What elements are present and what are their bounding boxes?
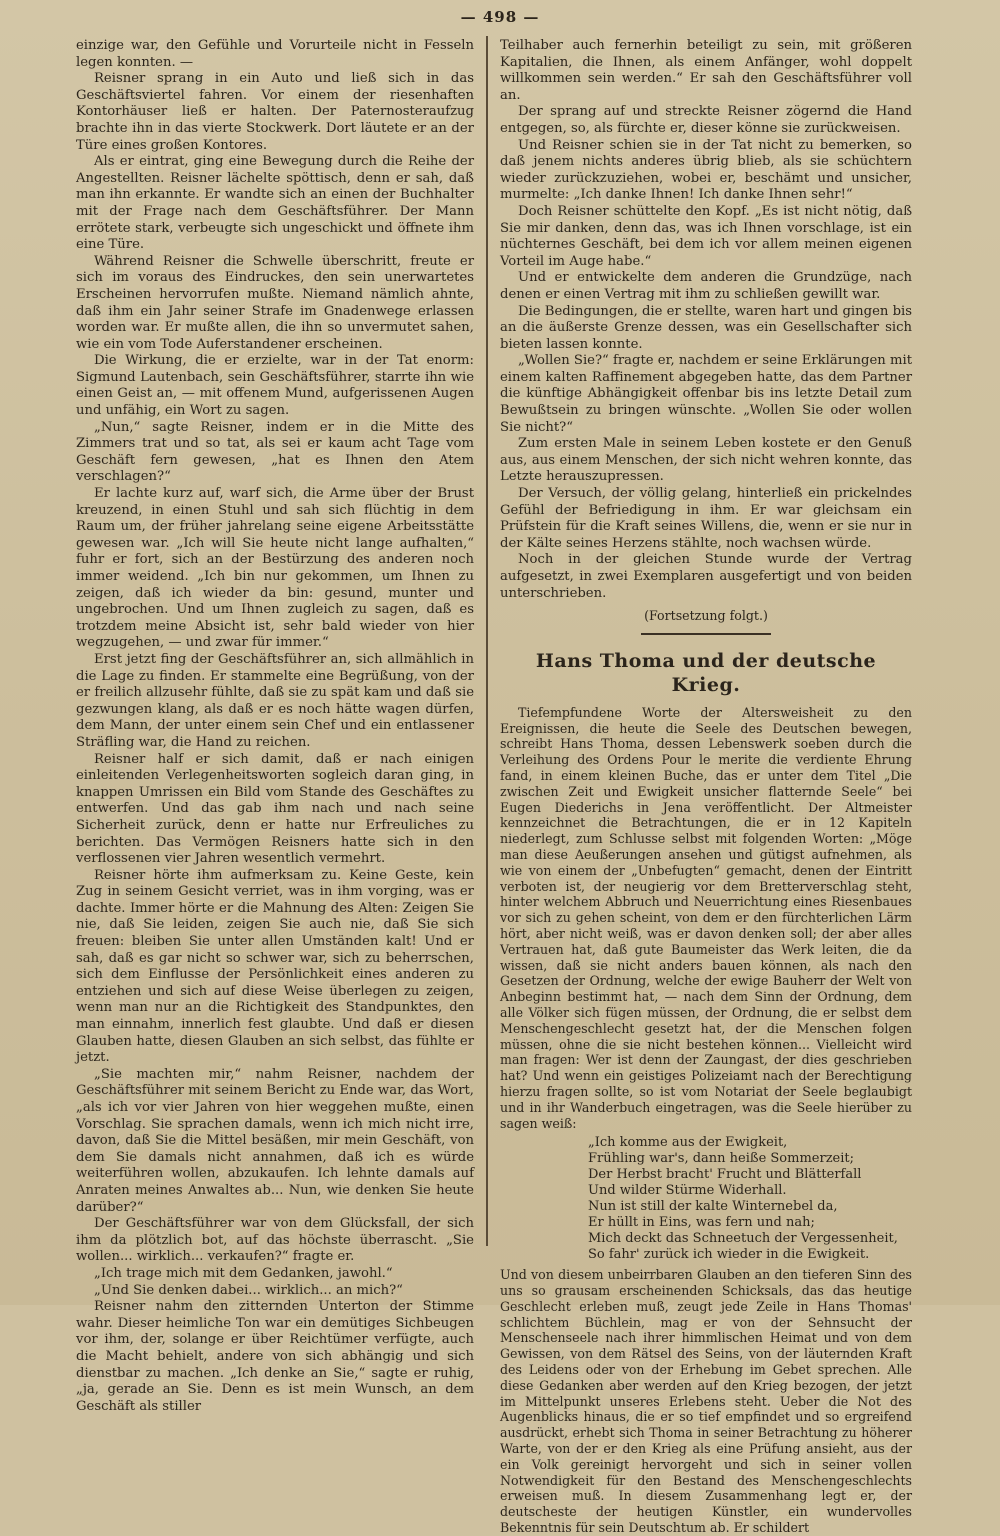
paragraph: Er lachte kurz auf, warf sich, die Arme über der Brust kreuzend, in einen Stuhl und sah sich flüchtig in dem Raum um, der früher jahrelang seine eigene Arbeitsstätte gewesen war. „Ich will Sie heute nicht lange aufhalten,“ fuhr er fort, sich an der Bestürzung des anderen noch immer weidend. „Ich bin nur gekommen, um Ihnen zu zeigen, daß ich wieder da bin: gesund, munter und ungebrochen. Und um Ihnen zugleich zu sagen, daß es trotzdem meine Absicht ist, sehr bald wieder von hier wegzugehen, — und zwar für immer.“ bbox=[76, 486, 474, 651]
paragraph: Erst jetzt fing der Geschäftsführer an, sich allmählich in die Lage zu finden. Er stammelte eine Begrüßung, von der er freilich allzusehr fühlte, daß sie zu spät kam und daß sie gezwungen klang, als daß er es noch hätte wagen dürfen, dem Mann, der unter einem sein Chef und ein entlassener Sträfling war, die Hand zu reichen. bbox=[76, 651, 474, 750]
paragraph: Noch in der gleichen Stunde wurde der Vertrag aufgesetzt, in zwei Exemplaren ausgefertigt und von beiden unterschrieben. bbox=[500, 552, 912, 601]
poem-line: „Ich komme aus der Ewigkeit, bbox=[588, 1135, 788, 1151]
article-title: Hans Thoma und der deutsche Krieg. bbox=[535, 649, 877, 696]
poem-line: Nun ist still der kalte Winternebel da, bbox=[588, 1199, 838, 1215]
poem-line: Er hüllt in Eins, was fern und nah; bbox=[588, 1215, 815, 1231]
column-divider bbox=[486, 36, 488, 1246]
paragraph: Der Geschäftsführer war von dem Glücksfall, der sich ihm da plötzlich bot, auf das höchste überrascht. „Sie wollen... wirklich... verkaufen?“ fragte er. bbox=[76, 1216, 474, 1265]
paragraph: Die Bedingungen, die er stellte, waren hart und gingen bis an die äußerste Grenze dessen, was ein Gesellschafter sich bieten lassen konnte. bbox=[500, 303, 912, 352]
paragraph: „Sie machten mir,“ nahm Reisner, nachdem der Geschäftsführer mit seinem Bericht zu Ende war, das Wort, „als ich vor vier Jahren von hier weggehen mußte, einen Vorschlag. Sie sprachen damals, wenn ich mich nicht irre, davon, daß Sie die Mittel besäßen, mir mein Geschäft, von dem Sie damals nicht annahmen, daß ich es würde weiterführen wollen, abzukaufen. Ich lehnte damals auf Anraten meines Anwaltes ab... Nun, wie denken Sie heute darüber?“ bbox=[76, 1066, 474, 1215]
poem bbox=[588, 1135, 912, 1263]
paragraph: „Ich trage mich mit dem Gedanken, jawohl.“ bbox=[94, 1265, 393, 1281]
poem-line: So fahr' zurück ich wieder in die Ewigkeit. bbox=[588, 1247, 870, 1263]
left-column bbox=[76, 38, 474, 1414]
paragraph: Und er entwickelte dem anderen die Grundzüge, nach denen er einen Vertrag mit ihm zu schließen gewillt war. bbox=[500, 270, 912, 302]
paragraph: Reisner half er sich damit, daß er nach einigen einleitenden Verlegenheitsworten sogleich daran ging, in knappen Umrissen ein Bild vom Stande des Geschäftes zu entwerfen. Und das gab ihm nach und nach seine Sicherheit zurück, denn er hatte nur Erfreuliches zu berichten. Das Vermögen Reisners hatte sich in den verflossenen vier Jahren wesentlich vermehrt. bbox=[76, 751, 474, 867]
section-divider bbox=[641, 633, 771, 635]
paragraph: Tiefempfundene Worte der Altersweisheit zu den Ereignissen, die heute die Seele des Deutschen bewegen, schreibt Hans Thoma, dessen Lebenswerk soeben durch die Verleihung des Ordens Pour le merite die verdiente Ehrung fand, in einem kleinen Buche, das er unter dem Titel „Die zwischen Zeit und Ewigkeit unsicher flatternde Seele“ bei Eugen Diederichs in Jena veröffentlicht. Der Altmeister kennzeichnet die Betrachtungen, die er in 12 Kapiteln niederlegt, zum Schlusse selbst mit folgenden Worten: „Möge man diese Aeußerungen ansehen und gütigst aufnehmen, als wie von einem der „Unbefugten“ gemacht, denen der Eintritt verboten ist, der neugierig vor dem Bretterverschlag steht, hinter welchem Abbruch und Neuerrichtung eines Riesenbaues vor sich zu gehen scheint, von dem er den fürchterlichen Lärm hört, aber nicht weiß, was er davon denken soll; der aber alles Vertrauen hat, daß gute Baumeister das Werk leiten, die da wissen, daß sie nicht anders bauen können, als nach den Gesetzen der Ordnung, welche der ewige Bauherr der Welt von Anbeginn bestimmt hat, — nach dem Sinn der Ordnung, dem alle Völker sich fügen müssen, der Ordnung, die er selbst dem Menschengeschlecht gesetzt hat, der die Menschen folgen müssen, ohne die sie nicht bestehen können... Vielleicht wird man fragen: Wer ist denn der Zaungast, der dies geschrieben hat? Und wenn ein geistiges Polizeiamt nach der Berechtigung hierzu fragen sollte, so ist vom Notariat der Seele beglaubigt und in ihr Wanderbuch eingetragen, was die Seele hierüber zu sagen weiß: bbox=[500, 704, 912, 1131]
paragraph: Der Versuch, der völlig gelang, hinterließ ein prickelndes Gefühl der Befriedigung in ihm. Er war gleichsam ein Prüfstein für die Kraft seines Willens, die, wenn er sie nur in der Kälte seines Herzens stählte, noch wachsen würde. bbox=[500, 486, 912, 551]
paragraph: „Und Sie denken dabei... wirklich... an mich?“ bbox=[94, 1282, 403, 1298]
poem-line: Und wilder Stürme Widerhall. bbox=[588, 1183, 787, 1199]
paragraph: Als er eintrat, ging eine Bewegung durch die Reihe der Angestellten. Reisner lächelte spöttisch, denn er sah, daß man ihn erkannte. Er wandte sich an einen der Buchhalter mit der Frage nach dem Geschäftsführer. Der Mann errötete stark, verbeugte sich ungeschickt und öffnete ihm eine Türe. bbox=[76, 154, 474, 253]
paragraph: „Wollen Sie?“ fragte er, nachdem er seine Erklärungen mit einem kalten Raffinement abgegeben hatte, das dem Partner die künftige Abhängigkeit offenbar bis ins letzte Detail zum Bewußtsein zu bringen wünschte. „Wollen Sie oder wollen Sie nicht?“ bbox=[500, 353, 912, 435]
poem-line: Der Herbst bracht' Frucht und Blätterfall bbox=[588, 1167, 862, 1183]
paragraph: „Nun,“ sagte Reisner, indem er in die Mitte des Zimmers trat und so tat, als sei er kaum acht Tage vom Geschäft fern gewesen, „hat es Ihnen den Atem verschlagen?“ bbox=[76, 419, 474, 485]
paragraph: Die Wirkung, die er erzielte, war in der Tat enorm: Sigmund Lautenbach, sein Geschäftsführer, starrte ihn wie einen Geist an, — mit offenem Mund, aufgerissenen Augen und unfähig, ein Wort zu sagen. bbox=[76, 353, 474, 419]
paragraph: Der sprang auf und streckte Reisner zögernd die Hand entgegen, so, als fürchte er, dieser könne sie zurückweisen. bbox=[500, 104, 912, 136]
right-column bbox=[500, 38, 912, 1536]
poem-line: Mich deckt das Schneetuch der Vergessenheit, bbox=[588, 1231, 898, 1247]
paragraph: Reisner sprang in ein Auto und ließ sich in das Geschäftsviertel fahren. Vor einem der riesenhaften Kontorhäuser ließ er halten. Der Paternosteraufzug brachte ihn in das vierte Stockwerk. Dort läutete er an der Türe eines großen Kontores. bbox=[76, 71, 474, 153]
continued-note: (Fortsetzung folgt.) bbox=[644, 608, 768, 624]
page-number: — 498 — bbox=[460, 8, 540, 26]
paragraph: Während Reisner die Schwelle überschritt, freute er sich im voraus des Eindruckes, den sein unerwartetes Erscheinen hervorrufen mußte. Niemand nämlich ahnte, daß ihm ein Jahr seiner Strafe im Gnadenwege erlassen worden war. Er mußte allen, die ihn so unvermutet sahen, wie ein vom Tode Auferstandener erscheinen. bbox=[76, 253, 474, 352]
paragraph: Und von diesem unbeirrbaren Glauben an den tieferen Sinn des uns so grausam erscheinenden Schicksals, das das heutige Geschlecht erleben muß, zeugt jede Zeile in Hans Thomas' schlichtem Büchlein, mag er von der Sehnsucht der Menschenseele nach ihrer himmlischen Heimat und von dem Gewissen, von dem Rätsel des Seins, von der läuternden Kraft des Leidens oder von der Erhebung im Gebet sprechen. Alle diese Gedanken aber werden auf den Krieg bezogen, der jetzt im Mittelpunkt unseres Erlebens steht. Ueber die Not des Augenblicks hinaus, die er so tief empfindet und so ergreifend ausdrückt, erhebt sich Thoma in seiner Betrachtung zu höherer Warte, von der er den Krieg als eine Prüfung ansieht, aus der ein Volk gereinigt hervorgeht und sich in seiner vollen Notwendigkeit für den Bestand des Menschengeschlechts erweisen muß. In diesem Zusammenhang legt er, der deutscheste der heutigen Künstler, ein wundervolles Bekenntnis für sein Deutschtum ab. Er schildert bbox=[500, 1267, 912, 1536]
paragraph: Doch Reisner schüttelte den Kopf. „Es ist nicht nötig, daß Sie mir danken, denn das, was ich Ihnen vorschlage, ist ein nüchternes Geschäft, bei dem ich vor allem meinen eigenen Vorteil im Auge habe.“ bbox=[500, 203, 912, 269]
paragraph: Reisner hörte ihm aufmerksam zu. Keine Geste, kein Zug in seinem Gesicht verriet, was in ihm vorging, was er dachte. Immer hörte er die Mahnung des Alten: Zeigen Sie nie, daß Sie leiden, zeigen Sie auch nie, daß Sie sich freuen: bleiben Sie unter allen Umständen kalt! Und er sah, daß es gar nicht so schwer war, sich zu beherrschen, sich dem Einflusse der Persönlichkeit eines anderen zu entziehen und sich auf diese Weise überlegen zu zeigen, wenn man nur an die Richtigkeit des Standpunktes, den man einnahm, innerlich fest glaubte. Und daß er diesen Glauben hatte, diesen Glauben an sich selbst, das fühlte er jetzt. bbox=[76, 867, 474, 1066]
paragraph: Und Reisner schien sie in der Tat nicht zu bemerken, so daß jenem nichts anderes übrig blieb, als sie schüchtern wieder zurückzuziehen, wobei er, beschämt und unsicher, murmelte: „Ich danke Ihnen! Ich danke Ihnen sehr!“ bbox=[500, 137, 912, 203]
paragraph: einzige war, den Gefühle und Vorurteile nicht in Fesseln legen konnten. — bbox=[76, 38, 474, 70]
poem-line: Frühling war's, dann heiße Sommerzeit; bbox=[588, 1151, 855, 1167]
paragraph: Zum ersten Male in seinem Leben kostete er den Genuß aus, aus einem Menschen, der sich nicht wehren konnte, das Letzte herauszupressen. bbox=[500, 436, 912, 485]
paragraph: Reisner nahm den zitternden Unterton der Stimme wahr. Dieser heimliche Ton war ein demütiges Sichbeugen vor ihm, der, solange er über Reichtümer verfügte, auch die Macht behielt, andere von sich abhängig und sich dienstbar zu machen. „Ich denke an Sie,“ sagte er ruhig, „ja, gerade an Sie. Denn es ist mein Wunsch, an dem Geschäft als stiller bbox=[76, 1299, 474, 1414]
paragraph: Teilhaber auch fernerhin beteiligt zu sein, mit größeren Kapitalien, die Ihnen, als einem Anfänger, wohl doppelt willkommen sein werden.“ Er sah den Geschäftsführer voll an. bbox=[500, 38, 912, 103]
